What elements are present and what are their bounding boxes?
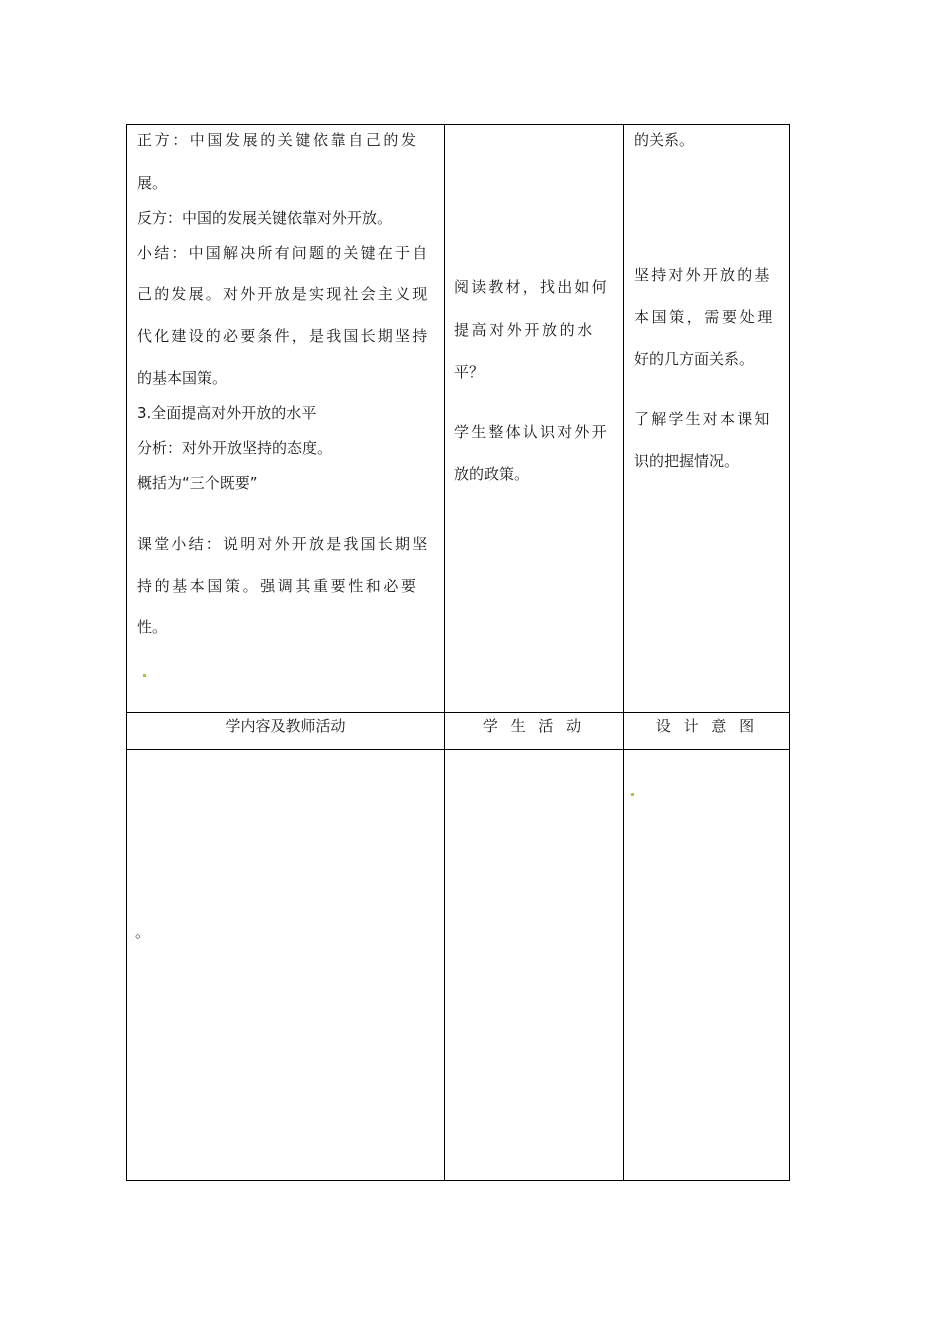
student-line: 阅读教材，找出如何 — [454, 278, 609, 296]
lower-teacher-mark: 。 — [135, 923, 151, 941]
teacher-line: 性。 — [137, 618, 168, 636]
marker-dot — [631, 793, 634, 796]
student-line: 平？ — [454, 363, 485, 381]
intent-line: 坚持对外开放的基 — [634, 266, 772, 284]
teacher-line: 分析：对外开放坚持的态度。 — [137, 439, 333, 457]
column-divider-1 — [444, 125, 445, 1180]
teacher-line: 3.全面提高对外开放的水平 — [137, 404, 317, 422]
lesson-plan-table — [126, 124, 790, 1181]
header-student-activity: 学 生 活 动 — [482, 717, 586, 735]
intent-line: 本国策，需要处理 — [634, 308, 775, 326]
teacher-line: 代化建设的必要条件，是我国长期坚持 — [137, 327, 430, 345]
student-line: 放的政策。 — [454, 465, 530, 483]
header-design-intent: 设 计 意 图 — [655, 717, 759, 735]
teacher-line: 概括为“三个既要” — [137, 474, 258, 492]
intent-line: 了解学生对本课知 — [634, 410, 772, 428]
header-teacher-activity: 学内容及教师活动 — [225, 717, 346, 735]
teacher-line: 的基本国策。 — [137, 369, 228, 387]
intent-line: 识的把握情况。 — [634, 452, 740, 470]
intent-line: 的关系。 — [634, 131, 695, 149]
teacher-line: 反方：中国的发展关键依靠对外开放。 — [137, 209, 393, 227]
teacher-line: 己的发展。对外开放是实现社会主义现 — [137, 285, 430, 303]
teacher-line: 课堂小结：说明对外开放是我国长期坚 — [137, 535, 430, 553]
student-line: 提高对外开放的水 — [454, 321, 595, 339]
teacher-line: 小结：中国解决所有问题的关键在于自 — [137, 244, 430, 262]
column-divider-2 — [623, 125, 624, 1180]
intent-line: 好的几方面关系。 — [634, 350, 755, 368]
teacher-line: 持的基本国策。强调其重要性和必要 — [137, 577, 419, 595]
row-divider-header-bottom — [127, 749, 789, 750]
marker-dot — [143, 674, 146, 677]
teacher-line: 正方：中国发展的关键依靠自己的发 — [137, 131, 419, 149]
student-line: 学生整体认识对外开 — [454, 423, 609, 441]
teacher-line: 展。 — [137, 174, 168, 192]
